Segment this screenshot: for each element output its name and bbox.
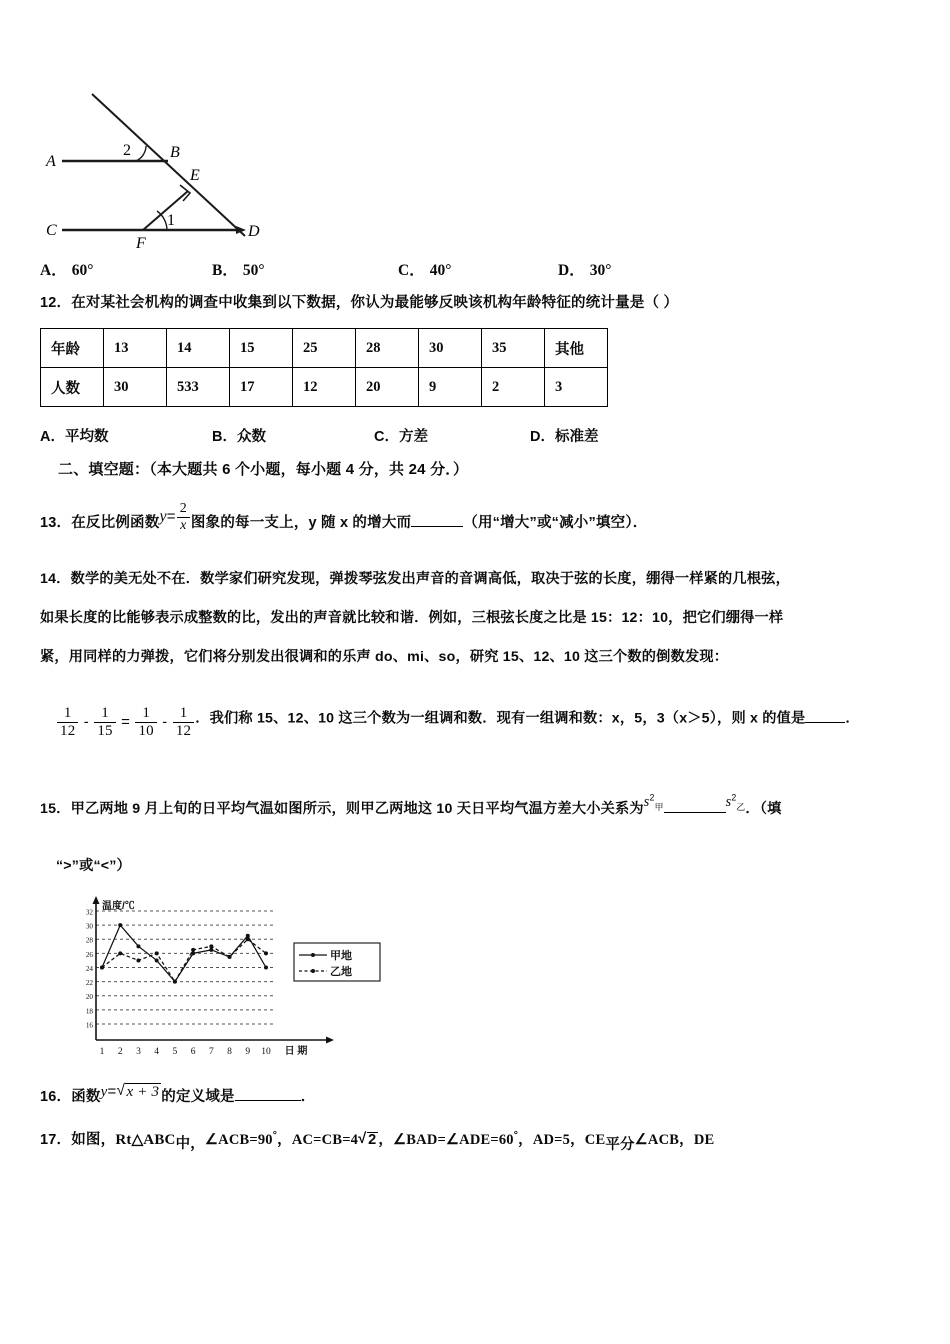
q14-frac-1: $\frac{1}{12}$ xyxy=(57,706,78,740)
q13-formula-eq: = xyxy=(166,508,176,525)
q15-answer-blank[interactable] xyxy=(664,798,726,813)
q11-option-d[interactable] xyxy=(558,258,611,280)
table-cell-count-2: 17 xyxy=(230,368,293,407)
q17-p9: ∠BAD=∠ADE=60 xyxy=(393,1131,514,1148)
svg-text:温度/℃: 温度/℃ xyxy=(102,901,135,912)
q16-formula-lhs: y xyxy=(100,1084,108,1100)
q12-option-d-key: D． xyxy=(530,429,555,445)
svg-text:16: 16 xyxy=(85,1021,93,1030)
q13-formula-num: 2 xyxy=(179,501,187,516)
q13-part3: （用“增大”或“减小”填空）． xyxy=(463,515,648,531)
q17-p5: ， xyxy=(277,1131,292,1148)
q13-formula-den: x xyxy=(177,517,190,534)
geo-label-angle-2: 2 xyxy=(123,142,131,159)
table-cell-age-2: 15 xyxy=(230,329,293,368)
q14-op-1: - xyxy=(83,713,89,731)
table-cell-count-1: 533 xyxy=(167,368,230,407)
q12-option-d[interactable] xyxy=(530,425,598,446)
q13-number: 13． xyxy=(40,515,72,531)
svg-text:4: 4 xyxy=(154,1047,160,1057)
table-cell-count-6: 2 xyxy=(482,368,545,407)
table-cell-age-0: 13 xyxy=(104,329,167,368)
q14-equation-line xyxy=(56,702,946,739)
q14-tail-end: ． xyxy=(845,710,860,727)
age-distribution-table xyxy=(40,328,608,407)
svg-text:甲地: 甲地 xyxy=(330,950,352,962)
q16-answer-blank[interactable] xyxy=(235,1086,301,1101)
q11-option-d-key: D． xyxy=(558,262,585,279)
svg-text:30: 30 xyxy=(85,922,93,931)
q17-p8: ， xyxy=(378,1131,394,1148)
q13-answer-blank[interactable] xyxy=(411,512,463,527)
q11-option-a-key: A． xyxy=(40,262,67,279)
svg-text:28: 28 xyxy=(85,936,93,945)
q16-formula xyxy=(101,1080,162,1104)
svg-text:7: 7 xyxy=(208,1047,214,1057)
table-row-counts xyxy=(41,368,608,407)
svg-text:9: 9 xyxy=(245,1047,251,1057)
q17 xyxy=(40,1128,940,1152)
q13-part1: 在反比例函数 xyxy=(71,515,160,531)
svg-text:18: 18 xyxy=(85,1007,93,1016)
q14-equation xyxy=(56,706,195,740)
q14-op-2: = xyxy=(121,713,131,731)
q15-part1: 甲乙两地 9 月上旬的日平均气温如图所示，则甲乙两地这 10 天日平均气温方差大小关系为 xyxy=(70,801,644,817)
svg-text:6: 6 xyxy=(190,1047,196,1057)
geo-label-F: F xyxy=(136,235,146,252)
q12-option-d-text: 标准差 xyxy=(554,429,599,445)
q11-option-c-key: C． xyxy=(398,262,425,279)
svg-text:20: 20 xyxy=(85,993,93,1002)
table-cell-count-7: 3 xyxy=(545,368,608,407)
section-2-heading: 二、填空题：（本大题共 6 个小题，每小题 4 分，共 24 分．） xyxy=(58,461,469,478)
q14-answer-blank[interactable] xyxy=(805,708,845,723)
svg-text:日 期: 日 期 xyxy=(284,1046,308,1057)
table-cell-age-1: 14 xyxy=(167,329,230,368)
table-cell-age-6: 35 xyxy=(482,329,545,368)
q12-stem-text: 在对某社会机构的调查中收集到以下数据，你认为最能够反映该机构年龄特征的统计量是（ ） xyxy=(71,295,679,311)
q17-p4: ° xyxy=(272,1130,278,1141)
q15-number: 15． xyxy=(40,801,71,817)
q16-part3: ． xyxy=(300,1089,316,1105)
q17-radical xyxy=(358,1129,378,1151)
geo-label-A: A xyxy=(46,153,56,170)
q16 xyxy=(40,1085,740,1109)
table-cell-count-0: 30 xyxy=(104,368,167,407)
q13 xyxy=(40,501,930,540)
q14-line2: 如果长度的比能够表示成整数的比，发出的声音就比较和谐．例如，三根弦长度之比是 15：12：10，把它们绷得一样 xyxy=(40,610,784,626)
q12-option-a-text: 平均数 xyxy=(64,429,109,445)
table-cell-age-3: 25 xyxy=(293,329,356,368)
q16-part2: 的定义域是 xyxy=(161,1089,235,1105)
q17-p3: ∠ACB=90 xyxy=(204,1131,273,1148)
geo-label-B: B xyxy=(170,144,180,161)
q12-number: 12． xyxy=(40,295,72,311)
table-cell-count-5: 9 xyxy=(419,368,482,407)
table-cell-count-3: 12 xyxy=(293,368,356,407)
q11-option-c-text: 40° xyxy=(429,262,452,279)
svg-text:3: 3 xyxy=(136,1047,141,1057)
q16-formula-eq: = xyxy=(107,1083,117,1100)
q13-formula-fraction xyxy=(177,502,190,534)
q17-p11: ， xyxy=(518,1131,533,1148)
svg-text:8: 8 xyxy=(227,1047,232,1057)
q14-tail: ．我们称 15、12、10 这三个数为一组调和数．现有一组调和数：x，5，3（x＞5），则 x 的值是 xyxy=(195,710,806,727)
q12-option-c-key: C． xyxy=(374,429,399,445)
q17-number: 17． xyxy=(40,1131,72,1148)
q17-p6: AC=CB=4 xyxy=(291,1131,359,1148)
q12-option-b-text: 众数 xyxy=(236,429,266,445)
geo-label-angle-1: 1 xyxy=(167,212,175,229)
q17-p0: 如图， xyxy=(71,1131,116,1148)
q16-radicand: x + 3 xyxy=(126,1084,160,1100)
q11-option-d-text: 30° xyxy=(589,262,612,279)
svg-text:22: 22 xyxy=(85,979,93,988)
q14-number: 14． xyxy=(40,571,71,587)
q14-frac-4: $\frac{1}{12}$ xyxy=(173,706,194,740)
q14-op-3: - xyxy=(162,713,168,731)
geo-label-E: E xyxy=(190,167,200,184)
q12-option-c[interactable] xyxy=(374,425,428,446)
q17-p12: AD=5 xyxy=(532,1131,571,1148)
table-cell-age-7: 其他 xyxy=(545,329,608,368)
q17-p13: ， xyxy=(570,1131,585,1148)
q17-p1: Rt△ABC xyxy=(115,1131,176,1148)
table-header-count: 人数 xyxy=(41,368,104,407)
q12-option-a-key: A． xyxy=(40,429,65,445)
table-cell-count-4: 20 xyxy=(356,368,419,407)
chart-canvas xyxy=(62,893,392,1078)
q17-p10: ° xyxy=(513,1130,519,1141)
q15-line1 xyxy=(40,792,940,821)
svg-text:32: 32 xyxy=(85,908,93,917)
q17-p18: DE xyxy=(693,1131,715,1148)
geometry-figure-q11 xyxy=(40,78,340,258)
q15-part2: ．（填 xyxy=(745,801,782,817)
q12-stem xyxy=(40,292,910,314)
q11-option-b-key: B． xyxy=(212,262,238,279)
q11-option-c[interactable] xyxy=(398,258,451,280)
svg-text:1: 1 xyxy=(99,1047,105,1057)
q17-p14: CE xyxy=(584,1131,606,1148)
q15-symbol-yi: $s^2_乙$ xyxy=(725,792,746,812)
svg-text:5: 5 xyxy=(172,1047,178,1057)
q15-symbol-jia: $s^2_甲$ xyxy=(643,792,664,812)
table-cell-age-5: 30 xyxy=(419,329,482,368)
q12-option-a[interactable] xyxy=(40,425,108,446)
q17-p17: ， xyxy=(679,1131,694,1148)
q11-option-a-text: 60° xyxy=(71,262,94,279)
svg-text:24: 24 xyxy=(85,964,93,973)
q13-formula-lhs: y xyxy=(159,508,167,525)
svg-text:10: 10 xyxy=(261,1047,271,1057)
q14-frac-3: $\frac{1}{10}$ xyxy=(135,706,156,740)
q14-line1 xyxy=(40,568,935,590)
q17-p2: 中， xyxy=(175,1135,205,1152)
q14-frac-2: $\frac{1}{15}$ xyxy=(94,706,115,740)
svg-text:26: 26 xyxy=(85,950,93,959)
geo-label-C: C xyxy=(46,222,57,239)
q14-line1-text: 数学的美无处不在．数学家们研究发现，弹拨琴弦发出声音的音调高低，取决于弦的长度，绷得一样紧的几根弦， xyxy=(70,571,790,587)
q17-p15: 平分 xyxy=(605,1136,635,1153)
q17-p16: ∠ACB xyxy=(634,1131,680,1148)
geo-label-D: D xyxy=(248,223,260,240)
q12-option-b-key: B． xyxy=(212,429,237,445)
q11-option-b-text: 50° xyxy=(242,262,265,279)
q17-p7: 2 xyxy=(368,1131,377,1148)
temperature-line-chart xyxy=(62,893,392,1078)
svg-text:乙地: 乙地 xyxy=(330,966,352,978)
q11-option-a[interactable] xyxy=(40,258,93,280)
table-row-ages xyxy=(41,329,608,368)
q13-part2: 图象的每一支上，y 随 x 的增大而 xyxy=(190,515,412,531)
q15-part3: “>”或“<”） xyxy=(56,858,131,874)
q16-number: 16． xyxy=(40,1089,72,1105)
q12-option-c-text: 方差 xyxy=(398,429,428,445)
table-header-age: 年龄 xyxy=(41,329,104,368)
q11-option-b[interactable] xyxy=(212,258,265,280)
table-cell-age-4: 28 xyxy=(356,329,419,368)
q12-option-b[interactable] xyxy=(212,425,266,446)
q16-part1: 函数 xyxy=(71,1089,101,1105)
q16-radical xyxy=(116,1080,161,1103)
q14-line3: 紧，用同样的力弹拨，它们将分别发出很调和的乐声 do、mi、so，研究 15、12、10 这三个数的倒数发现： xyxy=(40,649,729,665)
svg-text:2: 2 xyxy=(117,1047,123,1057)
